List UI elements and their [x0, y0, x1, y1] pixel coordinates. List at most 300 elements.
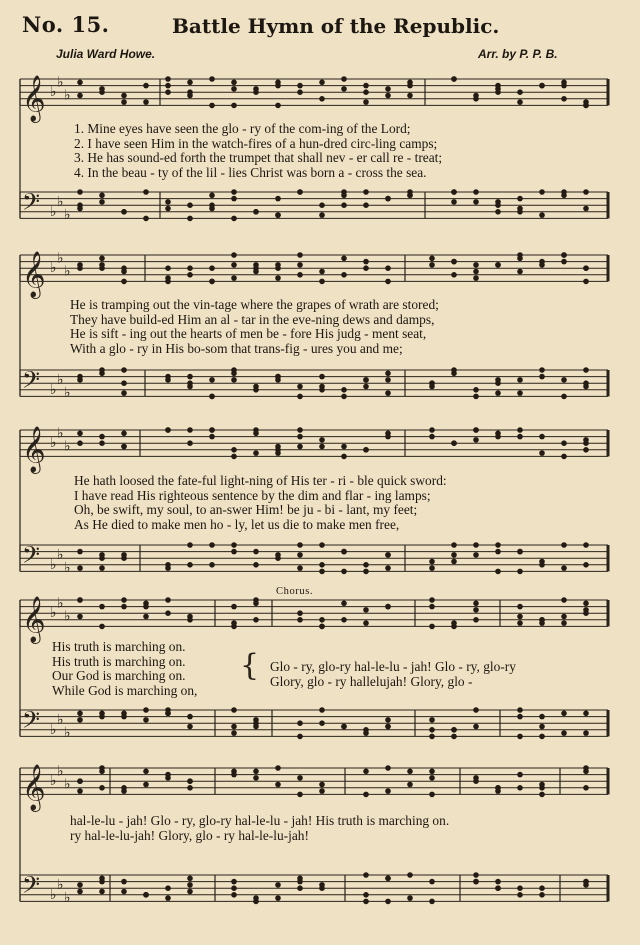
note-head: [231, 86, 237, 92]
note-head: [165, 895, 171, 901]
note-head: [517, 99, 523, 105]
flat-icon: ♭: [57, 763, 64, 780]
lyric-line: As He died to make men ho - ly, let us die to make men free,: [74, 516, 400, 532]
note-head: [517, 269, 523, 275]
note-head: [363, 99, 369, 105]
note-head: [451, 189, 457, 195]
note-head: [99, 876, 105, 882]
note-head: [165, 711, 171, 717]
bass-clef-icon: 𝄢: [22, 705, 41, 739]
note-head: [429, 734, 435, 740]
lyric-line: His truth is marching on.: [52, 653, 186, 669]
note-head: [297, 565, 303, 571]
note-head: [583, 882, 589, 888]
note-head: [473, 879, 479, 885]
note-head: [275, 262, 281, 268]
note-head: [187, 617, 193, 623]
note-head: [319, 202, 325, 208]
lyric-line: 3. He has sound-ed forth the trumpet that shall nev - er call re - treat;: [74, 150, 443, 166]
flat-icon: ♭: [50, 721, 57, 738]
note-head: [209, 427, 215, 433]
note-head: [341, 444, 347, 450]
lyric-line: He hath loosed the fate-ful light-ning of His ter - ri - ble quick sword:: [74, 473, 447, 488]
note-head: [495, 569, 501, 575]
note-head: [561, 252, 567, 258]
note-head: [385, 265, 391, 271]
note-head: [297, 610, 303, 616]
note-head: [187, 714, 193, 720]
note-head: [231, 275, 237, 281]
lyricist-credit: Julia Ward Howe.: [56, 47, 156, 61]
note-head: [385, 431, 391, 437]
note-head: [363, 727, 369, 733]
note-head: [231, 80, 237, 86]
note-head: [407, 872, 413, 878]
note-head: [385, 196, 391, 202]
note-head: [429, 717, 435, 723]
note-head: [187, 80, 193, 86]
note-head: [517, 707, 523, 713]
note-head: [297, 876, 303, 882]
treble-clef-icon: 𝄞: [22, 426, 46, 473]
lyrics-system-4-verse: [52, 640, 197, 698]
note-head: [319, 617, 325, 623]
note-head: [231, 724, 237, 730]
treble-clef-icon: 𝄞: [22, 596, 46, 643]
note-head: [165, 427, 171, 433]
note-head: [143, 99, 149, 105]
note-head: [99, 555, 105, 561]
note-head: [297, 720, 303, 726]
note-head: [99, 785, 105, 791]
note-head: [297, 394, 303, 400]
note-head: [143, 83, 149, 89]
note-head: [253, 209, 259, 215]
note-head: [319, 720, 325, 726]
note-head: [385, 765, 391, 771]
lyric-line: While God is marching on,: [52, 682, 198, 698]
note-head: [231, 216, 237, 222]
flat-icon: ♭: [64, 263, 71, 280]
note-head: [495, 542, 501, 548]
note-head: [341, 617, 347, 623]
note-head: [341, 255, 347, 261]
note-head: [363, 607, 369, 613]
note-head: [385, 552, 391, 558]
note-head: [143, 769, 149, 775]
note-head: [363, 377, 369, 383]
note-head: [385, 899, 391, 905]
note-head: [363, 872, 369, 878]
flat-icon: ♭: [50, 556, 57, 573]
note-head: [561, 377, 567, 383]
note-head: [297, 427, 303, 433]
note-head: [297, 552, 303, 558]
note-head: [341, 454, 347, 460]
note-head: [429, 262, 435, 268]
note-head: [253, 450, 259, 456]
note-head: [385, 565, 391, 571]
note-head: [143, 892, 149, 898]
note-head: [297, 83, 303, 89]
note-head: [583, 447, 589, 453]
note-head: [297, 792, 303, 798]
note-head: [407, 189, 413, 195]
note-head: [561, 454, 567, 460]
note-head: [473, 542, 479, 548]
note-head: [77, 265, 83, 271]
bass-clef-icon: 𝄢: [22, 540, 41, 574]
note-head: [583, 785, 589, 791]
note-head: [319, 788, 325, 794]
note-head: [187, 216, 193, 222]
note-head: [363, 892, 369, 898]
note-head: [121, 367, 127, 373]
note-head: [253, 384, 259, 390]
note-head: [99, 262, 105, 268]
lyrics-system-4-chorus: [270, 660, 516, 689]
note-head: [209, 377, 215, 383]
note-head: [495, 390, 501, 396]
note-head: [363, 384, 369, 390]
note-head: [407, 93, 413, 99]
note-head: [231, 604, 237, 610]
note-head: [121, 99, 127, 105]
note-head: [77, 431, 83, 437]
note-head: [583, 711, 589, 717]
flat-icon: ♭: [64, 776, 71, 793]
note-head: [121, 390, 127, 396]
note-head: [341, 202, 347, 208]
note-head: [539, 724, 545, 730]
note-head: [275, 782, 281, 788]
note-head: [253, 775, 259, 781]
note-head: [297, 252, 303, 258]
note-head: [253, 427, 259, 433]
note-head: [99, 193, 105, 199]
note-head: [385, 876, 391, 882]
note-head: [99, 440, 105, 446]
note-head: [429, 565, 435, 571]
note-head: [473, 387, 479, 393]
note-head: [99, 604, 105, 610]
note-head: [77, 189, 83, 195]
note-head: [165, 597, 171, 603]
note-head: [143, 782, 149, 788]
note-head: [121, 714, 127, 720]
note-head: [319, 437, 325, 443]
flat-icon: ♭: [50, 381, 57, 398]
flat-icon: ♭: [50, 605, 57, 622]
note-head: [495, 209, 501, 215]
note-head: [165, 89, 171, 95]
note-head: [539, 450, 545, 456]
note-head: [121, 93, 127, 99]
note-head: [187, 384, 193, 390]
note-head: [561, 542, 567, 548]
note-head: [583, 206, 589, 212]
note-head: [77, 565, 83, 571]
note-head: [517, 569, 523, 575]
note-head: [121, 889, 127, 895]
note-head: [451, 559, 457, 565]
note-head: [473, 724, 479, 730]
flat-icon: ♭: [57, 74, 64, 91]
note-head: [451, 76, 457, 82]
note-head: [253, 769, 259, 775]
note-head: [429, 879, 435, 885]
note-head: [209, 202, 215, 208]
note-head: [319, 542, 325, 548]
hymn-number: No. 15.: [22, 12, 110, 37]
note-head: [209, 279, 215, 285]
note-head: [495, 262, 501, 268]
note-head: [583, 189, 589, 195]
arranger-credit: Arr. by P. P. B.: [478, 47, 558, 61]
note-head: [341, 86, 347, 92]
note-head: [385, 604, 391, 610]
note-head: [341, 569, 347, 575]
note-head: [495, 785, 501, 791]
note-head: [341, 189, 347, 195]
note-head: [231, 885, 237, 891]
note-head: [407, 83, 413, 89]
note-head: [495, 549, 501, 555]
note-head: [539, 83, 545, 89]
note-head: [473, 552, 479, 558]
note-head: [143, 707, 149, 713]
note-head: [187, 778, 193, 784]
note-head: [363, 259, 369, 265]
note-head: [539, 734, 545, 740]
note-head: [121, 209, 127, 215]
lyrics-system-5: [70, 814, 449, 843]
note-head: [451, 624, 457, 630]
note-head: [561, 96, 567, 102]
note-head: [77, 440, 83, 446]
note-head: [363, 792, 369, 798]
note-head: [187, 265, 193, 271]
note-head: [539, 374, 545, 380]
note-head: [165, 265, 171, 271]
note-head: [517, 89, 523, 95]
note-head: [583, 765, 589, 771]
note-head: [407, 895, 413, 901]
note-head: [429, 597, 435, 603]
note-head: [187, 89, 193, 95]
note-head: [77, 374, 83, 380]
note-head: [561, 620, 567, 626]
note-head: [517, 885, 523, 891]
note-head: [561, 614, 567, 620]
note-head: [561, 83, 567, 89]
note-head: [341, 76, 347, 82]
note-head: [165, 275, 171, 281]
note-head: [275, 103, 281, 109]
note-head: [121, 879, 127, 885]
lyric-line: 1. Mine eyes have seen the glo - ry of the com-ing of the Lord;: [74, 121, 411, 136]
hymn-title: Battle Hymn of the Republic.: [172, 14, 500, 38]
note-head: [429, 434, 435, 440]
note-head: [473, 601, 479, 607]
note-head: [517, 772, 523, 778]
note-head: [165, 199, 171, 205]
note-head: [143, 614, 149, 620]
note-head: [231, 252, 237, 258]
note-head: [363, 620, 369, 626]
note-head: [385, 724, 391, 730]
note-head: [429, 604, 435, 610]
note-head: [517, 614, 523, 620]
flat-icon: ♭: [50, 84, 57, 101]
note-head: [517, 604, 523, 610]
note-head: [77, 788, 83, 794]
note-head: [121, 785, 127, 791]
note-head: [253, 562, 259, 568]
note-head: [77, 778, 83, 784]
note-head: [187, 562, 193, 568]
note-head: [583, 730, 589, 736]
note-head: [495, 377, 501, 383]
note-head: [583, 279, 589, 285]
note-head: [561, 440, 567, 446]
note-head: [473, 707, 479, 713]
note-head: [275, 275, 281, 281]
note-head: [319, 374, 325, 380]
flat-icon: ♭: [64, 890, 71, 907]
bass-clef-icon: 𝄢: [22, 870, 41, 904]
note-head: [187, 876, 193, 882]
note-head: [451, 727, 457, 733]
treble-clef-icon: 𝄞: [22, 251, 46, 298]
note-head: [517, 734, 523, 740]
note-head: [165, 374, 171, 380]
note-head: [583, 601, 589, 607]
lyric-line: Oh, be swift, my soul, to an-swer Him! be ju - bi - lant, my feet;: [74, 502, 418, 518]
note-head: [429, 899, 435, 905]
lyrics-system-2: [70, 298, 439, 356]
note-head: [561, 193, 567, 199]
note-head: [77, 711, 83, 717]
note-head: [77, 93, 83, 99]
note-head: [583, 265, 589, 271]
lyric-line: ry hal-le-lu-jah! Glory, glo - ry hal-le-lu-jah!: [70, 827, 309, 843]
note-head: [561, 259, 567, 265]
note-head: [429, 559, 435, 565]
note-head: [231, 196, 237, 202]
note-head: [121, 444, 127, 450]
note-head: [143, 189, 149, 195]
note-head: [275, 552, 281, 558]
flat-icon: ♭: [64, 608, 71, 625]
note-head: [539, 892, 545, 898]
note-head: [517, 377, 523, 383]
note-head: [275, 882, 281, 888]
lyric-line: His truth is marching on.: [52, 639, 186, 654]
lyric-line: Our God is marching on.: [52, 668, 186, 684]
note-head: [341, 387, 347, 393]
note-head: [297, 775, 303, 781]
note-head: [231, 371, 237, 377]
note-head: [121, 597, 127, 603]
note-head: [517, 785, 523, 791]
note-head: [99, 565, 105, 571]
note-head: [99, 711, 105, 717]
note-head: [319, 782, 325, 788]
note-head: [297, 89, 303, 95]
note-head: [473, 872, 479, 878]
note-head: [385, 371, 391, 377]
note-head: [473, 262, 479, 268]
note-head: [209, 103, 215, 109]
note-head: [209, 265, 215, 271]
note-head: [165, 83, 171, 89]
note-head: [319, 279, 325, 285]
note-head: [451, 440, 457, 446]
note-head: [363, 189, 369, 195]
note-head: [517, 255, 523, 261]
note-head: [495, 89, 501, 95]
lyric-line: I have read His righteous sentence by the dim and flar - ing lamps;: [74, 487, 431, 503]
note-head: [473, 394, 479, 400]
note-head: [319, 269, 325, 275]
note-head: [187, 542, 193, 548]
note-head: [539, 262, 545, 268]
note-head: [99, 371, 105, 377]
note-head: [363, 769, 369, 775]
lyrics-system-1: [74, 122, 442, 180]
note-head: [275, 374, 281, 380]
note-head: [319, 444, 325, 450]
note-head: [77, 717, 83, 723]
note-head: [253, 617, 259, 623]
note-head: [539, 617, 545, 623]
note-head: [253, 899, 259, 905]
note-head: [99, 889, 105, 895]
note-head: [429, 384, 435, 390]
lyric-line: Glory, glo - ry hallelujah! Glory, glo -: [270, 673, 473, 689]
note-head: [473, 427, 479, 433]
note-head: [539, 559, 545, 565]
note-head: [451, 259, 457, 265]
note-head: [495, 885, 501, 891]
note-head: [341, 549, 347, 555]
note-head: [231, 189, 237, 195]
note-head: [517, 549, 523, 555]
note-head: [517, 390, 523, 396]
note-head: [165, 885, 171, 891]
flat-icon: ♭: [57, 711, 64, 728]
flat-icon: ♭: [50, 773, 57, 790]
note-head: [209, 76, 215, 82]
chorus-label: Chorus.: [276, 586, 314, 597]
note-head: [319, 569, 325, 575]
lyric-line: He is sift - ing out the hearts of men be - fore His judg - ment seat,: [70, 326, 427, 342]
note-head: [231, 769, 237, 775]
note-head: [99, 255, 105, 261]
flat-icon: ♭: [50, 260, 57, 277]
note-head: [363, 83, 369, 89]
note-head: [363, 899, 369, 905]
lyric-line: 4. In the beau - ty of the lil - lies Christ was born a - cross the sea.: [74, 164, 427, 180]
note-head: [165, 562, 171, 568]
note-head: [209, 542, 215, 548]
note-head: [473, 269, 479, 275]
flat-icon: ♭: [64, 725, 71, 742]
note-head: [165, 610, 171, 616]
note-head: [187, 272, 193, 278]
note-head: [319, 885, 325, 891]
